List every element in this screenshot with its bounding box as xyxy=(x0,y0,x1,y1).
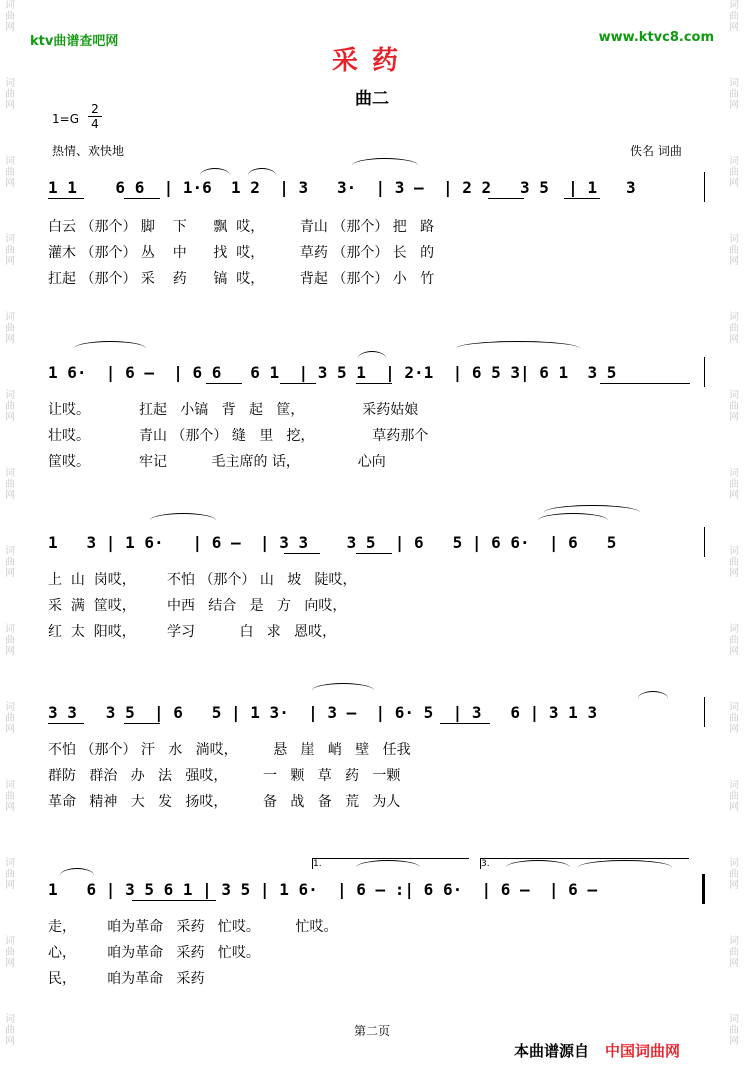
watermark-mark: 词 曲 网 xyxy=(5,546,15,579)
watermark-mark: 词 曲 网 xyxy=(5,0,15,33)
source-site-link[interactable]: 中国词曲网 xyxy=(605,1042,681,1060)
notes-line: 1 6· | 6 – | 6 6 6 1 | 3 5 1 | 2·1 | 6 5 3| 6 1 3 5 xyxy=(48,363,617,382)
watermark-mark: 词 曲 网 xyxy=(5,234,15,267)
page-number: 第二页 xyxy=(353,1024,390,1038)
watermark-mark: 词 曲 网 xyxy=(729,546,739,579)
lyric-verse-3: 红 太 阳哎， 学习 白 求 恩哎， xyxy=(48,624,337,640)
song-subtitle: 曲二 xyxy=(355,89,389,109)
lyric-verse-2: 壮哎。 青山 （那个） 缝 里 挖， 草药那个 xyxy=(48,428,429,444)
watermark-mark: 词 曲 网 xyxy=(729,390,739,423)
lyric-verse-1: 不怕 （那个） 汗 水 淌哎， 悬 崖 峭 壁 任我 xyxy=(48,742,411,758)
site-name-left[interactable]: ktv曲谱查吧网 xyxy=(30,34,119,49)
underline xyxy=(440,723,490,724)
time-numerator: 2 xyxy=(88,102,102,117)
watermark-mark: 词 曲 网 xyxy=(729,156,739,189)
barline xyxy=(704,697,705,727)
underline xyxy=(48,723,84,724)
watermark-mark: 词 曲 网 xyxy=(5,936,15,969)
slur xyxy=(74,341,146,356)
watermark-mark: 词 曲 网 xyxy=(5,780,15,813)
watermark-mark: 词 曲 网 xyxy=(5,156,15,189)
key-signature: 1=G xyxy=(52,112,79,126)
volta-label-1: 1. xyxy=(313,859,322,869)
slur xyxy=(356,860,420,875)
watermark-mark: 词 曲 网 xyxy=(5,78,15,111)
lyric-verse-3: 民， 咱为革命 采药 xyxy=(48,971,205,987)
site-url-right[interactable]: www.ktvc8.com xyxy=(598,30,714,45)
song-title: 采药 xyxy=(331,46,412,76)
watermark-mark: 词 曲 网 xyxy=(729,312,739,345)
notes-line: 1 1 6 6 | 1·6 1 2 | 3 3· | 3 – | 2 2 3 5 | 1 3 xyxy=(48,178,636,197)
slur xyxy=(60,868,94,883)
slur xyxy=(506,860,570,875)
lyric-verse-3: 革命 精神 大 发 扬哎， 备 战 备 荒 为人 xyxy=(48,794,401,810)
watermark-mark: 词 曲 网 xyxy=(5,1014,15,1047)
barline xyxy=(704,527,705,557)
slur xyxy=(352,158,418,173)
underline xyxy=(284,553,320,554)
slur xyxy=(312,683,374,698)
watermark-mark: 词 曲 网 xyxy=(729,234,739,267)
watermark-mark: 词 曲 网 xyxy=(5,702,15,735)
watermark-mark: 词 曲 网 xyxy=(729,780,739,813)
watermark-mark: 词 曲 网 xyxy=(729,1014,739,1047)
lyric-verse-3: 筐哎。 牢记 毛主席的 话， 心向 xyxy=(48,454,386,470)
watermark-mark: 词 曲 网 xyxy=(729,702,739,735)
right-watermark-strip xyxy=(724,0,744,1088)
lyric-verse-2: 灌木 （那个） 丛 中 找 哎， 草药 （那个） 长 的 xyxy=(48,245,435,261)
slur xyxy=(150,513,216,528)
underline xyxy=(206,383,242,384)
final-barline xyxy=(702,874,705,904)
watermark-mark: 词 曲 网 xyxy=(729,468,739,501)
credit-line: 佚名 词曲 xyxy=(630,144,682,158)
underline xyxy=(124,198,160,199)
slur xyxy=(358,351,386,366)
underline xyxy=(488,198,524,199)
notes-line: 1 6 | 3 5 6 1 | 3 5 | 1 6· | 6 – :| 6 6· | 6 – | 6 – xyxy=(48,880,598,899)
lyric-verse-2: 群防 群治 办 法 强哎， 一 颗 草 药 一颗 xyxy=(48,768,401,784)
lyric-verse-1: 走， 咱为革命 采药 忙哎。 忙哎。 xyxy=(48,919,338,935)
notes-line: 3 3 3 5 | 6 5 | 1 3· | 3 – | 6· 5 | 3 6 | 3 1 3 xyxy=(48,703,598,722)
underline xyxy=(280,383,316,384)
tempo-marking: 热情、欢快地 xyxy=(52,144,125,158)
barline xyxy=(704,357,705,387)
watermark-mark: 词 曲 网 xyxy=(729,624,739,657)
time-denominator: 4 xyxy=(91,117,99,131)
source-credit xyxy=(514,1040,680,1061)
lyric-verse-2: 采 满 筐哎， 中西 结合 是 方 向哎， xyxy=(48,598,347,614)
watermark-mark: 词 曲 网 xyxy=(5,624,15,657)
slur xyxy=(578,860,672,875)
underline xyxy=(124,723,160,724)
lyric-verse-1: 上 山 岗哎， 不怕 （那个） 山 坡 陡哎， xyxy=(48,572,357,588)
watermark-mark: 词 曲 网 xyxy=(5,858,15,891)
lyric-verse-1: 白云 （那个） 脚 下 飘 哎， 青山 （那个） 把 路 xyxy=(48,219,435,235)
underline xyxy=(48,198,84,199)
lyric-verse-3: 扛起 （那个） 采 药 镐 哎， 背起 （那个） 小 竹 xyxy=(48,271,435,287)
lyric-verse-2: 心， 咱为革命 采药 忙哎。 xyxy=(48,945,260,961)
watermark-mark: 词 曲 网 xyxy=(729,936,739,969)
watermark-mark: 词 曲 网 xyxy=(729,858,739,891)
slur xyxy=(248,168,276,183)
watermark-mark: 词 曲 网 xyxy=(5,468,15,501)
slur xyxy=(456,341,580,356)
volta-label-3: 3. xyxy=(481,859,490,869)
underline xyxy=(564,198,600,199)
underline xyxy=(600,383,690,384)
left-watermark-strip xyxy=(0,0,20,1088)
time-signature xyxy=(88,102,102,131)
underline xyxy=(356,553,392,554)
slur xyxy=(544,505,640,520)
watermark-mark: 词 曲 网 xyxy=(729,0,739,33)
underline xyxy=(356,383,392,384)
watermark-mark: 词 曲 网 xyxy=(5,312,15,345)
watermark-mark: 词 曲 网 xyxy=(5,390,15,423)
slur xyxy=(200,168,230,183)
lyric-verse-1: 让哎。 扛起 小镐 背 起 筐， 采药姑娘 xyxy=(48,402,419,418)
source-label: 本曲谱源自 xyxy=(514,1042,590,1060)
notes-line: 1 3 | 1 6· | 6 – | 3 3 3 5 | 6 5 | 6 6· | 6 5 xyxy=(48,533,617,552)
barline xyxy=(704,172,705,202)
slur xyxy=(638,691,668,706)
watermark-mark: 词 曲 网 xyxy=(729,78,739,111)
underline xyxy=(132,900,216,901)
